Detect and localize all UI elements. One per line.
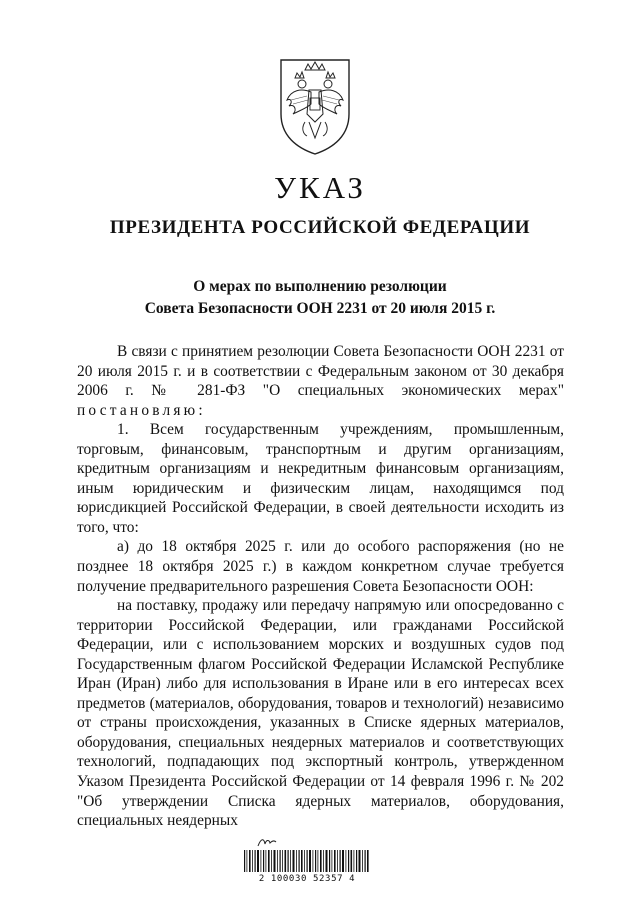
barcode-icon — [242, 850, 372, 872]
decree-heading-line-1: О мерах по выполнению резолюции — [193, 278, 447, 295]
document-type-title: УКАЗ — [274, 170, 366, 205]
decree-formula: постановляю: — [77, 401, 206, 419]
decree-body — [77, 342, 564, 831]
clause-1-paragraph: 1. Всем государственным учреждениям, промышленным, торговым, финансовым, транспортным и другим организациям, кредитным организациям и некредитным финансовым организациям, иным юридическим и физическим лицам, находящимся под юрисдикцией Российской Федерации, в своей деятельности исходить из того, что: — [77, 421, 564, 536]
coat-of-arms-emblem-icon — [275, 52, 355, 156]
issuer-subtitle: ПРЕЗИДЕНТА РОССИЙСКОЙ ФЕДЕРАЦИИ — [109, 217, 531, 238]
decree-heading-line-2: Совета Безопасности ООН 2231 от 20 июля 2015 г. — [144, 300, 496, 317]
preamble-paragraph — [77, 342, 564, 420]
preamble-text: В связи с принятием резолюции Совета Безопасности ООН 2231 от 20 июля 2015 г. и в соответствии с Федеральным законом от 30 декабря 2006 г. № 281-ФЗ "О специальных экономических мерах" — [77, 343, 564, 400]
supply-paragraph: на поставку, продажу или передачу напрямую или опосредованно с территории Российской Федерации, или гражданами Российской Федерации, или с использованием морских и воздушных судов под Государственным флагом Российской Федерации Исламской Республике Иран (Иран) либо для использования в Иране или в его интересах всех предметов (материалов, оборудования, товаров и технологий) независимо от страны происхождения, указанных в Списке ядерных материалов, оборудования, специальных неядерных материалов и соответствующих технологий, подпадающих под экспортный контроль, утвержденном Указом Президента Российской Федерации от 14 февраля 1996 г. № 202 "Об утверждении Списка ядерных материалов, оборудования, специальных неядерных — [77, 597, 564, 830]
subclause-a-paragraph: а) до 18 октября 2025 г. или до особого распоряжения (но не позднее 18 октября 2025 г.) в каждом конкретном случае требуется получение предварительного разрешения Совета Безопасности ООН: — [77, 538, 564, 595]
barcode-number: 2 100030 52357 4 — [258, 874, 356, 884]
initials-mark-icon — [256, 836, 278, 848]
barcode-block — [242, 836, 372, 886]
decree-heading — [0, 276, 640, 320]
